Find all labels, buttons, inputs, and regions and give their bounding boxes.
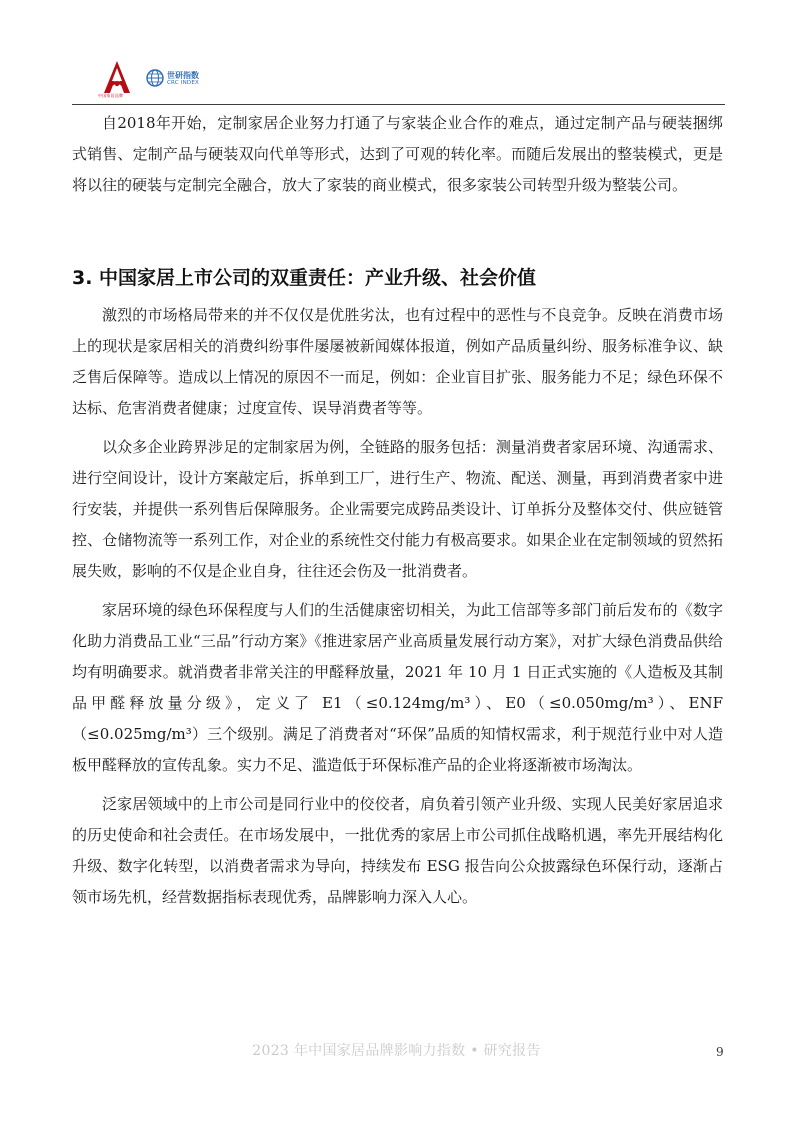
page-content	[72, 108, 723, 913]
body-paragraph-4: 泛家居领域中的上市公司是同行业中的佼佼者，肩负着引领产业升级、实现人民美好家居追求的历史使命和社会责任。在市场发展中，一批优秀的家居上市公司抓住战略机遇，率先开展结构化升级、数字化转型，以消费者需求为导向，持续发布 ESG 报告向公众披露绿色环保行动，逐渐占领市场先机，经营数据指标表现优秀，品牌影响力深入人心。	[72, 795, 723, 906]
logo-right-subtitle: CRC INDEX	[167, 80, 199, 86]
logo-left-caption: 中国家居品牌	[98, 93, 124, 98]
body-paragraph-1: 激烈的市场格局带来的并不仅仅是优胜劣汰，也有过程中的恶性与不良竞争。反映在消费市场上的现状是家居相关的消费纠纷事件屡屡被新闻媒体报道，例如产品质量纠纷、服务标准争议、缺乏售后保障等。造成以上情况的原因不一而足，例如：企业盲目扩张、服务能力不足；绿色环保不达标、危害消费者健康；过度宣传、误导消费者等等。	[72, 306, 723, 417]
footer-report-title: 2023 年中国家居品牌影响力指数 • 研究报告	[252, 1043, 541, 1059]
page-number: 9	[716, 1045, 724, 1059]
section-heading: 3. 中国家居上市公司的双重责任：产业升级、社会价值	[72, 267, 537, 289]
page-header	[0, 0, 793, 106]
header-divider	[72, 104, 725, 105]
intro-paragraph: 自2018年开始，定制家居企业努力打通了与家装企业合作的难点，通过定制产品与硬装捆绑式销售、定制产品与硬装双向代单等形式，达到了可观的转化率。而随后发展出的整装模式，更是将以往的硬装与定制完全融合，放大了家装的商业模式，很多家装公司转型升级为整装公司。	[72, 114, 723, 194]
logo-right-title: 世研指数	[167, 71, 199, 80]
body-paragraph-3: 家居环境的绿色环保程度与人们的生活健康密切相关，为此工信部等多部门前后发布的《数字化助力消费品工业“三品”行动方案》《推进家居产业高质量发展行动方案》，对扩大绿色消费品供给均有明确要求。就消费者非常关注的甲醛释放量，2021 年 10 月 1 日正式实施的《人造板及其制品甲醛释放量分级》，定义了 E1（≤0.124mg/m³）、E0（≤0.050mg/m³）、ENF（≤0.025mg/m³）三个级别。满足了消费者对“环保”品质的知情权需求，利于规范行业中对人造板甲醛释放的宣传乱象。实力不足、滥造低于环保标准产品的企业将逐渐被市场淘汰。	[72, 601, 723, 774]
brand-a-logo-icon	[103, 60, 131, 96]
crc-index-logo	[146, 69, 206, 91]
body-paragraph-2: 以众多企业跨界涉足的定制家居为例，全链路的服务包括：测量消费者家居环境、沟通需求、进行空间设计，设计方案敲定后，拆单到工厂，进行生产、物流、配送、测量，再到消费者家中进行安装，并提供一系列售后保障服务。企业需要完成跨品类设计、订单拆分及整体交付、供应链管控、仓储物流等一系列工作，对企业的系统性交付能力有极高要求。如果企业在定制领域的贸然拓展失败，影响的不仅是企业自身，往往还会伤及一批消费者。	[72, 438, 723, 580]
globe-icon	[146, 69, 164, 87]
